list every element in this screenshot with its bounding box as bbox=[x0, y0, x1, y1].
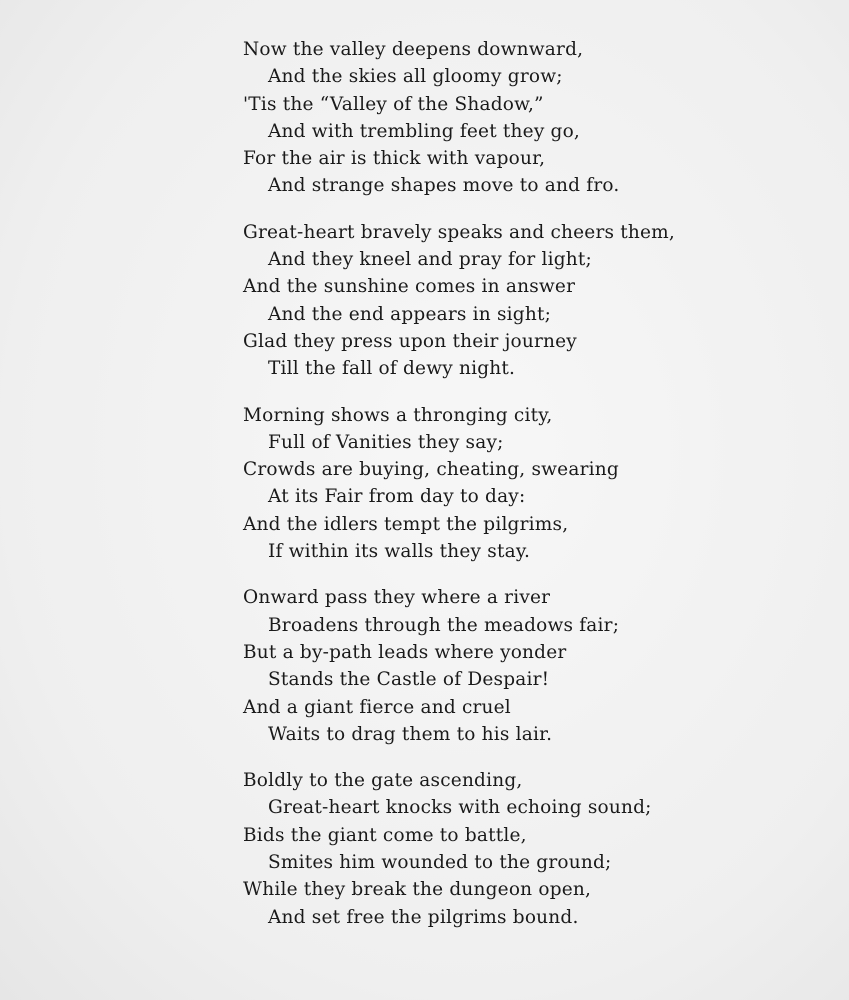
poem-line: And the sunshine comes in answer bbox=[243, 276, 576, 298]
poem-line: Morning shows a thronging city, bbox=[243, 404, 553, 426]
poem-line: But a by-path leads where yonder bbox=[243, 641, 567, 663]
poem-line: And strange shapes move to and fro. bbox=[268, 175, 620, 197]
stanza-1 bbox=[243, 36, 803, 200]
stanza-4 bbox=[243, 584, 803, 748]
poem-line: Glad they press upon their journey bbox=[243, 330, 577, 352]
poem-line: And they kneel and pray for light; bbox=[268, 249, 592, 271]
poem-line: Full of Vanities they say; bbox=[268, 431, 504, 453]
poem-line: At its Fair from day to day: bbox=[268, 486, 526, 508]
poem-line: And the end appears in sight; bbox=[268, 303, 552, 325]
stanza-2 bbox=[243, 219, 803, 383]
poem-line: If within its walls they stay. bbox=[268, 541, 531, 563]
stanza-5 bbox=[243, 767, 803, 931]
poem-line: Onward pass they where a river bbox=[243, 587, 551, 609]
poem-line: For the air is thick with vapour, bbox=[243, 148, 546, 170]
poem-line: And a giant fierce and cruel bbox=[243, 696, 511, 718]
poem-line: Crowds are buying, cheating, swearing bbox=[243, 459, 619, 481]
stanza-3 bbox=[243, 402, 803, 566]
poem-line: Smites him wounded to the ground; bbox=[268, 852, 612, 874]
poem-line: While they break the dungeon open, bbox=[243, 879, 592, 901]
poem-line: Great-heart knocks with echoing sound; bbox=[268, 797, 652, 819]
poem-line: 'Tis the “Valley of the Shadow,” bbox=[243, 93, 544, 115]
poem-line: And with trembling feet they go, bbox=[268, 120, 581, 142]
poem-line: Now the valley deepens downward, bbox=[243, 39, 584, 60]
poem-line: And the skies all gloomy grow; bbox=[268, 66, 563, 88]
poem-line: Broadens through the meadows fair; bbox=[268, 614, 620, 636]
poem-line: Bids the giant come to battle, bbox=[243, 824, 527, 846]
poem-line: Stands the Castle of Despair! bbox=[268, 669, 550, 691]
poem bbox=[243, 36, 803, 950]
poem-line: Till the fall of dewy night. bbox=[268, 358, 516, 380]
poem-line: Boldly to the gate ascending, bbox=[243, 770, 523, 792]
poem-line: Waits to drag them to his lair. bbox=[268, 723, 553, 745]
poem-line: And the idlers tempt the pilgrims, bbox=[243, 513, 569, 535]
poem-line: Great-heart bravely speaks and cheers them, bbox=[243, 221, 675, 243]
poem-line: And set free the pilgrims bound. bbox=[268, 906, 579, 928]
